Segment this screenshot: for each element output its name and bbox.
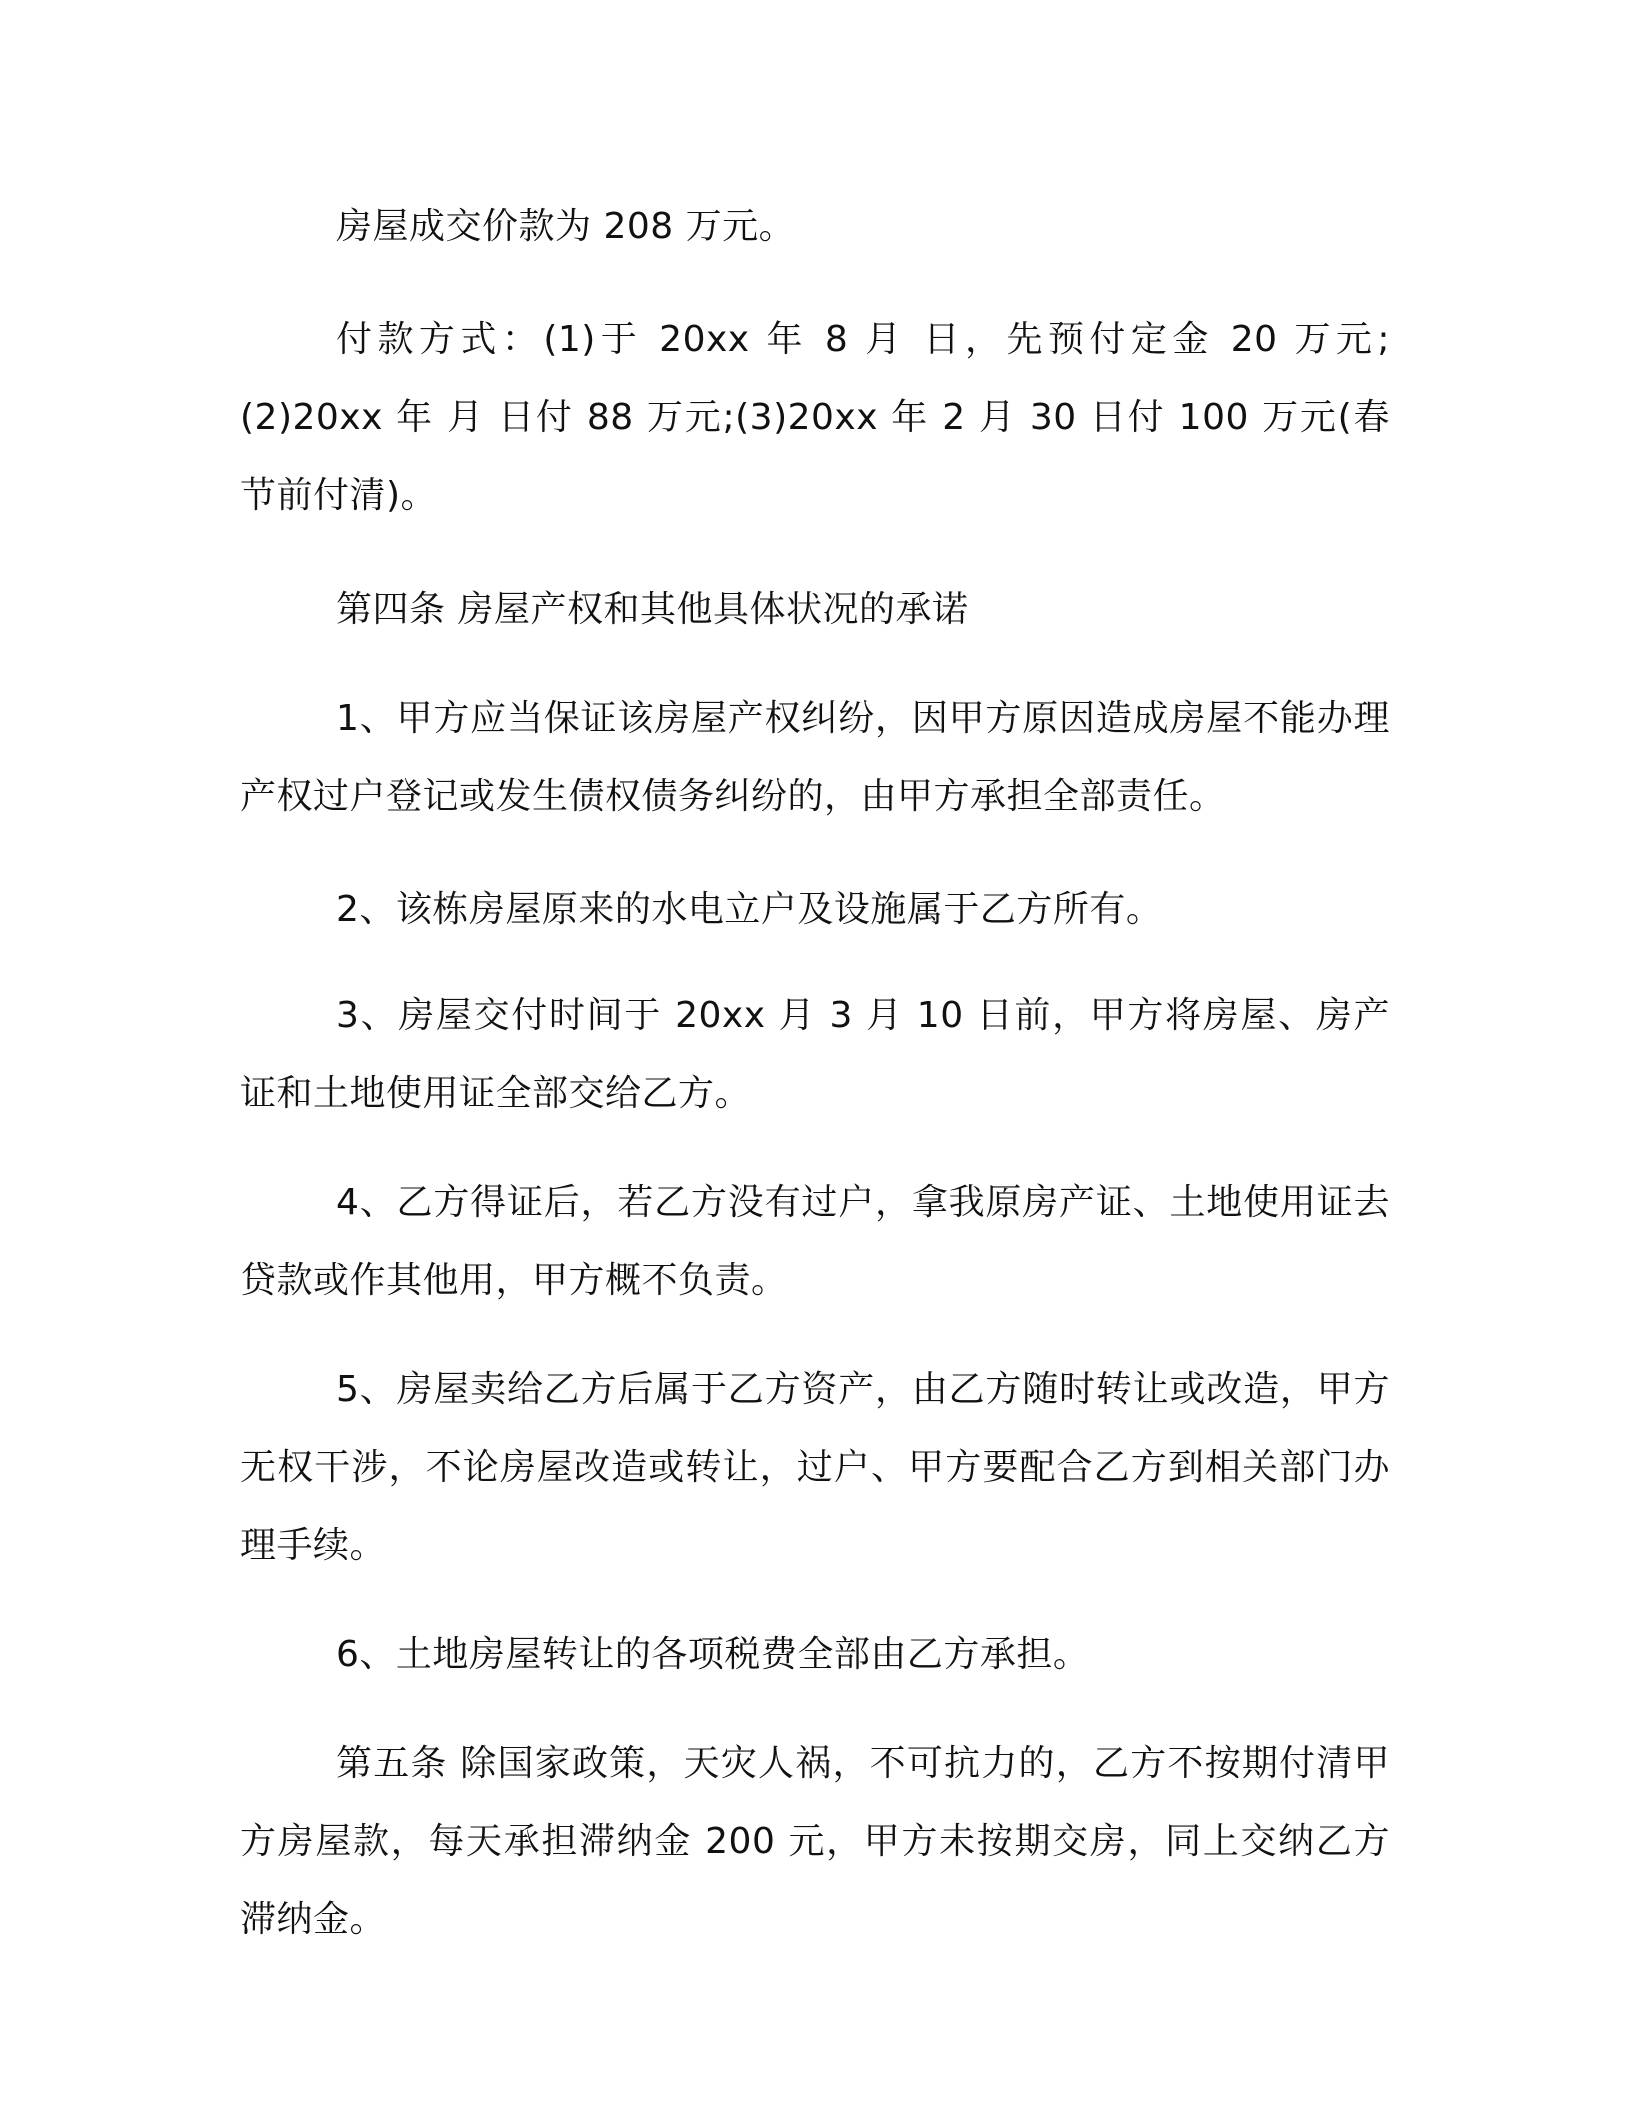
article-4-item-2: 2、该栋房屋原来的水电立户及设施属于乙方所有。 [336,889,1163,930]
article-4-item-6: 6、土地房屋转让的各项税费全部由乙方承担。 [336,1634,1090,1675]
paragraph-price: 房屋成交价款为 208 万元。 [336,206,796,247]
article-4-heading: 第四条 房屋产权和其他具体状况的承诺 [336,589,969,630]
document-body [240,188,1390,1989]
article-4-item-4: 4、乙方得证后，若乙方没有过户，拿我原房产证、土地使用证去贷款或作其他用，甲方概不负责。 [240,1182,1390,1301]
article-5-paragraph: 第五条 除国家政策，天灾人祸，不可抗力的，乙方不按期付清甲方房屋款，每天承担滞纳金 200 元，甲方未按期交房，同上交纳乙方滞纳金。 [240,1743,1390,1940]
article-4-item-5: 5、房屋卖给乙方后属于乙方资产，由乙方随时转让或改造，甲方无权干涉，不论房屋改造或转让，过户、甲方要配合乙方到相关部门办理手续。 [240,1369,1390,1566]
article-4-item-1: 1、甲方应当保证该房屋产权纠纷，因甲方原因造成房屋不能办理产权过户登记或发生债权债务纠纷的，由甲方承担全部责任。 [240,698,1390,817]
paragraph-payment-terms: 付款方式：(1)于 20xx 年 8 月 日，先预付定金 20 万元;(2)20xx 年 月 日付 88 万元;(3)20xx 年 2 月 30 日付 100 万元(春节前付清)。 [240,319,1390,516]
article-4-item-3: 3、房屋交付时间于 20xx 月 3 月 10 日前，甲方将房屋、房产证和土地使用证全部交给乙方。 [240,995,1390,1114]
